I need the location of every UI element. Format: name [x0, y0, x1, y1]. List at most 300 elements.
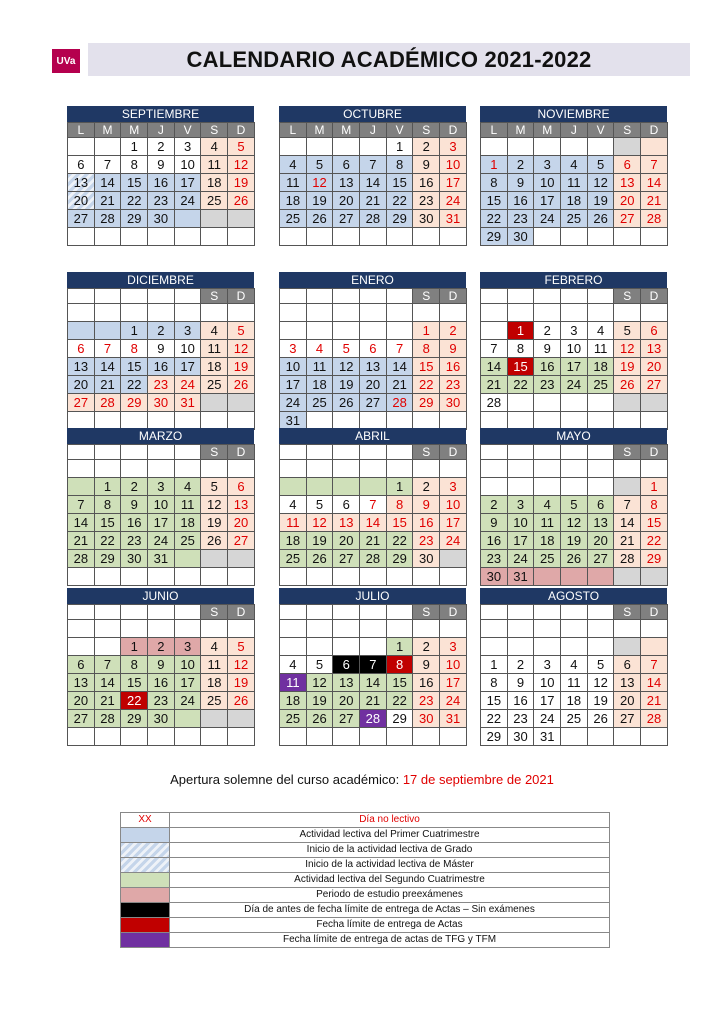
day-cell: 21 — [94, 375, 122, 394]
day-cell: 4 — [200, 637, 228, 656]
day-cell — [279, 227, 307, 246]
calendar-grid — [67, 106, 667, 806]
day-cell: 21 — [480, 375, 508, 394]
day-cell — [533, 567, 561, 586]
weekday-label — [94, 288, 122, 304]
day-cell — [306, 637, 334, 656]
legend-label: Inicio de la actividad lectiva de Máster — [170, 858, 610, 872]
legend-header — [120, 813, 610, 828]
header — [52, 40, 690, 78]
day-cell: 2 — [412, 477, 440, 496]
day-cell: 15 — [640, 513, 668, 532]
day-cell: 13 — [640, 339, 668, 358]
day-cell: 5 — [200, 477, 228, 496]
day-cell: 1 — [120, 637, 148, 656]
day-cell — [412, 567, 440, 586]
day-cell: 7 — [386, 339, 414, 358]
day-cell — [227, 459, 255, 478]
day-cell: 15 — [412, 357, 440, 376]
weekday-label — [386, 604, 414, 620]
month-julio — [279, 588, 466, 745]
day-cell: 21 — [640, 191, 668, 210]
legend-row — [120, 828, 610, 843]
day-cell: 19 — [613, 357, 641, 376]
day-cell — [332, 619, 360, 638]
day-cell: 13 — [332, 173, 360, 192]
day-cell: 28 — [359, 709, 387, 728]
day-cell: 18 — [200, 357, 228, 376]
day-cell: 23 — [147, 375, 175, 394]
weekday-label — [507, 604, 535, 620]
day-cell: 28 — [640, 709, 668, 728]
day-cell — [507, 619, 535, 638]
weekday-label: V — [174, 122, 202, 138]
page-title: CALENDARIO ACADÉMICO 2021-2022 — [186, 46, 592, 72]
day-cell: 6 — [332, 155, 360, 174]
day-cell: 9 — [533, 339, 561, 358]
day-cell: 13 — [332, 673, 360, 692]
month-enero — [279, 272, 466, 429]
day-cell: 26 — [227, 691, 255, 710]
day-cell — [227, 393, 255, 412]
month-diciembre — [67, 272, 254, 429]
day-cell — [200, 303, 228, 322]
day-cell — [279, 137, 307, 156]
day-cell — [386, 321, 414, 340]
month-junio — [67, 588, 254, 745]
day-cell: 27 — [587, 549, 615, 568]
day-cell: 18 — [279, 531, 307, 550]
weekday-label: D — [439, 604, 467, 620]
day-cell — [533, 137, 561, 156]
day-cell — [200, 393, 228, 412]
day-cell — [147, 567, 175, 586]
day-cell: 4 — [200, 137, 228, 156]
day-cell: 19 — [332, 375, 360, 394]
day-cell: 2 — [507, 655, 535, 674]
day-cell: 5 — [587, 655, 615, 674]
weekday-label: M — [332, 122, 360, 138]
day-cell: 25 — [560, 209, 588, 228]
day-cell: 21 — [359, 191, 387, 210]
day-cell: 15 — [480, 691, 508, 710]
day-cell — [560, 227, 588, 246]
day-cell: 18 — [200, 673, 228, 692]
day-cell: 14 — [480, 357, 508, 376]
day-cell: 22 — [386, 691, 414, 710]
day-cell: 15 — [120, 673, 148, 692]
day-cell: 23 — [412, 191, 440, 210]
day-cell — [332, 303, 360, 322]
day-cell — [174, 209, 202, 228]
day-cell: 8 — [386, 655, 414, 674]
day-cell — [94, 727, 122, 746]
day-cell: 4 — [279, 655, 307, 674]
day-cell: 31 — [439, 709, 467, 728]
day-cell — [332, 637, 360, 656]
day-cell: 13 — [359, 357, 387, 376]
weekday-label — [174, 444, 202, 460]
day-cell: 30 — [412, 709, 440, 728]
month-days — [480, 288, 667, 429]
legend-label: Periodo de estudio preexámenes — [170, 888, 610, 902]
month-name: ENERO — [279, 272, 466, 288]
day-cell: 4 — [279, 495, 307, 514]
day-cell: 27 — [359, 393, 387, 412]
day-cell: 30 — [439, 393, 467, 412]
day-cell: 30 — [507, 727, 535, 746]
day-cell: 12 — [200, 495, 228, 514]
day-cell: 25 — [174, 531, 202, 550]
day-cell — [359, 619, 387, 638]
day-cell: 29 — [480, 227, 508, 246]
weekday-label — [480, 604, 508, 620]
weekday-label — [480, 444, 508, 460]
weekday-label: S — [613, 288, 641, 304]
weekday-label: M — [120, 122, 148, 138]
day-cell: 9 — [147, 655, 175, 674]
legend-label: Día de antes de fecha límite de entrega de Actas – Sin exámenes — [170, 903, 610, 917]
day-cell: 19 — [227, 673, 255, 692]
day-cell: 27 — [332, 709, 360, 728]
day-cell: 17 — [279, 375, 307, 394]
weekday-label — [507, 444, 535, 460]
weekday-label — [587, 604, 615, 620]
day-cell: 3 — [174, 321, 202, 340]
legend-row — [120, 858, 610, 873]
day-cell: 16 — [147, 357, 175, 376]
day-cell: 29 — [120, 709, 148, 728]
day-cell: 20 — [332, 531, 360, 550]
day-cell — [613, 137, 641, 156]
day-cell: 25 — [200, 375, 228, 394]
month-name: OCTUBRE — [279, 106, 466, 122]
day-cell: 1 — [386, 137, 414, 156]
day-cell: 2 — [412, 637, 440, 656]
day-cell — [359, 321, 387, 340]
legend-swatch — [120, 933, 170, 947]
legend-label: Inicio de la actividad lectiva de Grado — [170, 843, 610, 857]
day-cell: 26 — [332, 393, 360, 412]
day-cell — [613, 477, 641, 496]
day-cell — [359, 137, 387, 156]
day-cell: 9 — [412, 495, 440, 514]
day-cell: 19 — [560, 531, 588, 550]
day-cell — [332, 459, 360, 478]
weekday-label — [174, 604, 202, 620]
day-cell: 4 — [200, 321, 228, 340]
day-cell: 30 — [147, 709, 175, 728]
day-cell — [306, 619, 334, 638]
weekday-label — [359, 444, 387, 460]
month-name: FEBRERO — [480, 272, 667, 288]
weekday-label: D — [227, 604, 255, 620]
weekday-label — [120, 444, 148, 460]
day-cell: 3 — [147, 477, 175, 496]
legend-row — [120, 918, 610, 933]
day-cell: 7 — [359, 495, 387, 514]
month-name: NOVIEMBRE — [480, 106, 667, 122]
weekday-label: S — [412, 288, 440, 304]
weekday-label — [560, 444, 588, 460]
day-cell: 5 — [227, 637, 255, 656]
weekday-label: L — [279, 122, 307, 138]
day-cell — [94, 637, 122, 656]
uva-logo: UVa — [52, 49, 80, 73]
weekday-label — [147, 288, 175, 304]
day-cell — [480, 619, 508, 638]
day-cell — [480, 477, 508, 496]
day-cell: 5 — [560, 495, 588, 514]
day-cell — [640, 637, 668, 656]
day-cell — [533, 477, 561, 496]
weekday-label: S — [412, 604, 440, 620]
day-cell: 10 — [174, 155, 202, 174]
day-cell: 30 — [120, 549, 148, 568]
day-cell: 9 — [120, 495, 148, 514]
legend-swatch — [120, 828, 170, 842]
day-cell: 17 — [533, 191, 561, 210]
day-cell: 31 — [279, 411, 307, 430]
day-cell — [332, 137, 360, 156]
day-cell: 24 — [533, 209, 561, 228]
day-cell: 20 — [227, 513, 255, 532]
day-cell: 23 — [412, 531, 440, 550]
day-cell: 25 — [279, 209, 307, 228]
day-cell — [94, 303, 122, 322]
day-cell — [94, 227, 122, 246]
day-cell: 12 — [587, 173, 615, 192]
day-cell: 9 — [147, 339, 175, 358]
day-cell: 8 — [120, 155, 148, 174]
weekday-label: S — [200, 288, 228, 304]
day-cell: 16 — [439, 357, 467, 376]
day-cell — [227, 709, 255, 728]
weekday-label: M — [306, 122, 334, 138]
day-cell — [227, 227, 255, 246]
month-noviembre — [480, 106, 667, 245]
day-cell: 18 — [587, 357, 615, 376]
day-cell: 30 — [412, 549, 440, 568]
day-cell: 27 — [67, 393, 95, 412]
day-cell — [587, 137, 615, 156]
day-cell: 8 — [94, 495, 122, 514]
day-cell: 4 — [279, 155, 307, 174]
day-cell: 26 — [200, 531, 228, 550]
day-cell: 19 — [227, 173, 255, 192]
day-cell: 9 — [507, 173, 535, 192]
day-cell: 13 — [227, 495, 255, 514]
day-cell: 20 — [67, 375, 95, 394]
month-name: ABRIL — [279, 428, 466, 444]
day-cell: 24 — [439, 191, 467, 210]
day-cell — [507, 637, 535, 656]
day-cell: 11 — [200, 339, 228, 358]
day-cell: 20 — [640, 357, 668, 376]
day-cell — [613, 459, 641, 478]
day-cell: 25 — [200, 191, 228, 210]
day-cell: 17 — [560, 357, 588, 376]
day-cell: 8 — [120, 655, 148, 674]
legend-swatch — [120, 873, 170, 887]
day-cell: 11 — [279, 673, 307, 692]
weekday-label: V — [386, 122, 414, 138]
day-cell: 27 — [67, 709, 95, 728]
weekday-label — [480, 288, 508, 304]
day-cell: 8 — [507, 339, 535, 358]
day-cell: 24 — [560, 375, 588, 394]
day-cell — [359, 477, 387, 496]
day-cell: 22 — [120, 191, 148, 210]
day-cell: 8 — [386, 155, 414, 174]
day-cell: 24 — [439, 531, 467, 550]
weekday-label — [560, 288, 588, 304]
day-cell — [227, 567, 255, 586]
day-cell: 29 — [120, 393, 148, 412]
day-cell: 10 — [279, 357, 307, 376]
day-cell: 21 — [613, 531, 641, 550]
weekday-label: M — [533, 122, 561, 138]
day-cell — [67, 727, 95, 746]
month-febrero — [480, 272, 667, 429]
month-days — [67, 444, 254, 585]
day-cell — [200, 549, 228, 568]
day-cell: 25 — [200, 691, 228, 710]
day-cell: 9 — [412, 655, 440, 674]
day-cell: 6 — [67, 339, 95, 358]
day-cell: 4 — [587, 321, 615, 340]
day-cell: 20 — [613, 691, 641, 710]
day-cell: 23 — [147, 691, 175, 710]
day-cell: 23 — [439, 375, 467, 394]
day-cell: 26 — [613, 375, 641, 394]
day-cell: 23 — [507, 709, 535, 728]
day-cell: 22 — [120, 691, 148, 710]
day-cell: 7 — [480, 339, 508, 358]
day-cell: 21 — [359, 691, 387, 710]
day-cell: 17 — [439, 673, 467, 692]
day-cell: 15 — [386, 513, 414, 532]
day-cell: 9 — [147, 155, 175, 174]
legend-label: Fecha límite de entrega de actas de TFG y TFM — [170, 933, 610, 947]
day-cell — [560, 393, 588, 412]
day-cell — [279, 321, 307, 340]
month-days — [480, 444, 667, 585]
day-cell — [174, 619, 202, 638]
day-cell — [174, 727, 202, 746]
day-cell: 13 — [613, 673, 641, 692]
day-cell: 15 — [480, 191, 508, 210]
day-cell — [332, 727, 360, 746]
day-cell: 24 — [279, 393, 307, 412]
day-cell: 2 — [439, 321, 467, 340]
title-bar — [88, 43, 690, 76]
day-cell: 14 — [94, 357, 122, 376]
day-cell — [332, 567, 360, 586]
day-cell: 11 — [200, 655, 228, 674]
day-cell: 1 — [94, 477, 122, 496]
weekday-label: M — [507, 122, 535, 138]
day-cell — [120, 459, 148, 478]
day-cell: 1 — [120, 321, 148, 340]
legend-label: Actividad lectiva del Segundo Cuatrimestre — [170, 873, 610, 887]
day-cell: 1 — [507, 321, 535, 340]
day-cell: 20 — [587, 531, 615, 550]
month-abril — [279, 428, 466, 585]
day-cell: 10 — [439, 155, 467, 174]
day-cell: 26 — [587, 209, 615, 228]
day-cell — [412, 303, 440, 322]
day-cell: 7 — [67, 495, 95, 514]
day-cell — [386, 459, 414, 478]
weekday-label — [306, 288, 334, 304]
day-cell: 3 — [174, 137, 202, 156]
day-cell: 14 — [359, 173, 387, 192]
day-cell — [613, 303, 641, 322]
day-cell: 5 — [332, 339, 360, 358]
day-cell: 2 — [120, 477, 148, 496]
weekday-label — [306, 444, 334, 460]
day-cell — [533, 459, 561, 478]
day-cell: 7 — [94, 655, 122, 674]
day-cell: 19 — [200, 513, 228, 532]
day-cell — [640, 137, 668, 156]
day-cell: 27 — [227, 531, 255, 550]
day-cell: 2 — [412, 137, 440, 156]
day-cell: 9 — [507, 673, 535, 692]
month-days — [67, 604, 254, 745]
legend-swatch — [120, 903, 170, 917]
day-cell — [120, 619, 148, 638]
day-cell: 18 — [560, 191, 588, 210]
day-cell: 15 — [507, 357, 535, 376]
day-cell — [359, 727, 387, 746]
day-cell: 18 — [560, 691, 588, 710]
day-cell: 6 — [67, 655, 95, 674]
day-cell: 12 — [306, 173, 334, 192]
day-cell: 1 — [120, 137, 148, 156]
day-cell: 11 — [533, 513, 561, 532]
day-cell: 14 — [67, 513, 95, 532]
weekday-label — [587, 444, 615, 460]
day-cell — [507, 137, 535, 156]
legend-code: XX — [120, 813, 170, 827]
opening-ceremony — [0, 772, 724, 787]
day-cell — [359, 227, 387, 246]
day-cell — [200, 709, 228, 728]
day-cell — [439, 549, 467, 568]
day-cell: 11 — [560, 173, 588, 192]
legend-label: Fecha límite de entrega de Actas — [170, 918, 610, 932]
day-cell: 16 — [147, 673, 175, 692]
day-cell — [480, 303, 508, 322]
day-cell: 24 — [174, 375, 202, 394]
day-cell: 11 — [200, 155, 228, 174]
day-cell: 21 — [386, 375, 414, 394]
day-cell: 15 — [120, 357, 148, 376]
weekday-label — [279, 288, 307, 304]
legend-row — [120, 903, 610, 918]
day-cell: 2 — [147, 637, 175, 656]
day-cell: 8 — [412, 339, 440, 358]
day-cell: 24 — [439, 691, 467, 710]
day-cell — [533, 303, 561, 322]
day-cell — [120, 303, 148, 322]
day-cell: 8 — [386, 495, 414, 514]
day-cell: 31 — [439, 209, 467, 228]
weekday-label: D — [439, 122, 467, 138]
day-cell: 21 — [359, 531, 387, 550]
